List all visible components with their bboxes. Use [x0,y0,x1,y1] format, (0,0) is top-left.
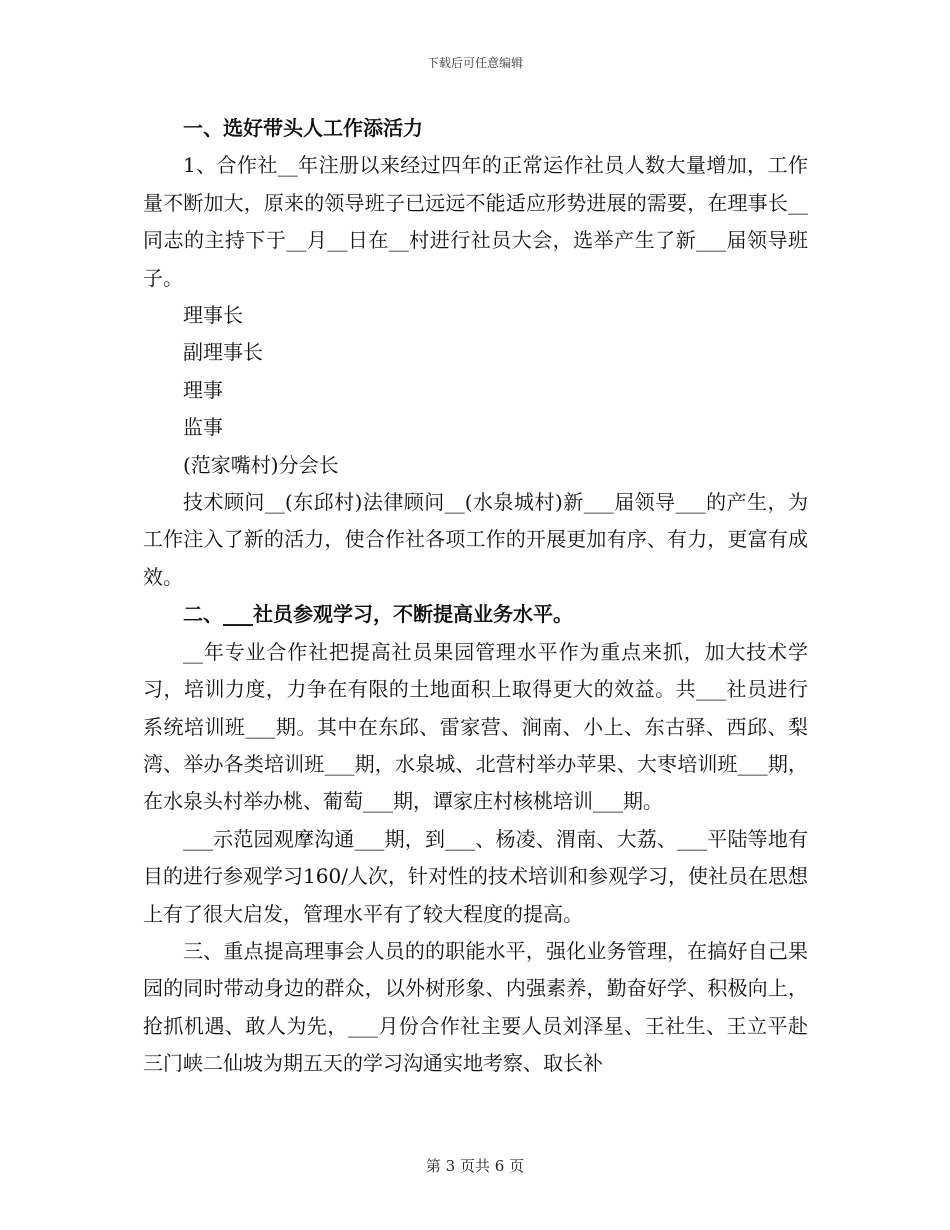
section-3-paragraph-1: 三、重点提高理事会人员的的职能水平，强化业务管理，在搞好自己果园的同时带动身边的群众，以外树形象、内强素养，勤奋好学、积极向上，抢抓机遇、敢人为先，___月份合作社主要人员刘泽星、王社生、王立平赴三门峡二仙坡为期五天的学习沟通实地考察、取长补 [143,938,808,1076]
section-1-paragraph-2: 技术顾问__(东邱村)法律顾问__(水泉城村)新___届领导___的产生，为工作注入了新的活力，使合作社各项工作的开展更加有序、有力，更富有成效。 [143,490,808,589]
page-header: 下载后可任意编辑 [426,56,523,70]
role-director: 理事 [183,377,223,402]
section-2-heading: 二、___社员参观学习，不断提高业务水平。 [183,602,573,627]
section-1-heading: 一、选好带头人工作添活力 [183,116,423,140]
role-supervisor: 监事 [183,415,223,440]
section-2-paragraph-1: __年专业合作社把提高社员果园管理水平作为重点来抓，加大技术学习，培训力度，力争在有限的土地面积上取得更大的效益。共___社员进行系统培训班___期。其中在东邱、雷家营、涧南、小上、东古驿、西邱、梨湾、举办各类培训班___期，水泉城、北营村举办苹果、大枣培训班___期，在水泉头村举办桃、葡萄___期，谭家庄村核桃培训___期。 [143,639,808,814]
document-body [143,110,808,1083]
role-branch-head: (范家嘴村)分会长 [183,452,339,477]
page-footer: 第 3 页共 6 页 [425,1157,525,1175]
role-vice-chairman: 副理事长 [183,340,263,365]
section-1-paragraph-1: 1、合作社__年注册以来经过四年的正常运作社员人数大量增加，工作量不断加大，原来的领导班子已远远不能适应形势进展的需要，在理事长__同志的主持下于__月__日在__村进行社员大会，选举产生了新___届领导班子。 [143,153,808,290]
section-2-paragraph-2: ___示范园观摩沟通___期，到___、杨凌、渭南、大荔、___平陆等地有目的进行参观学习160/人次，针对性的技术培训和参观学习，使社员在思想上有了很大启发，管理水平有了较大程度的提高。 [143,826,808,926]
role-chairman: 理事长 [183,303,243,328]
